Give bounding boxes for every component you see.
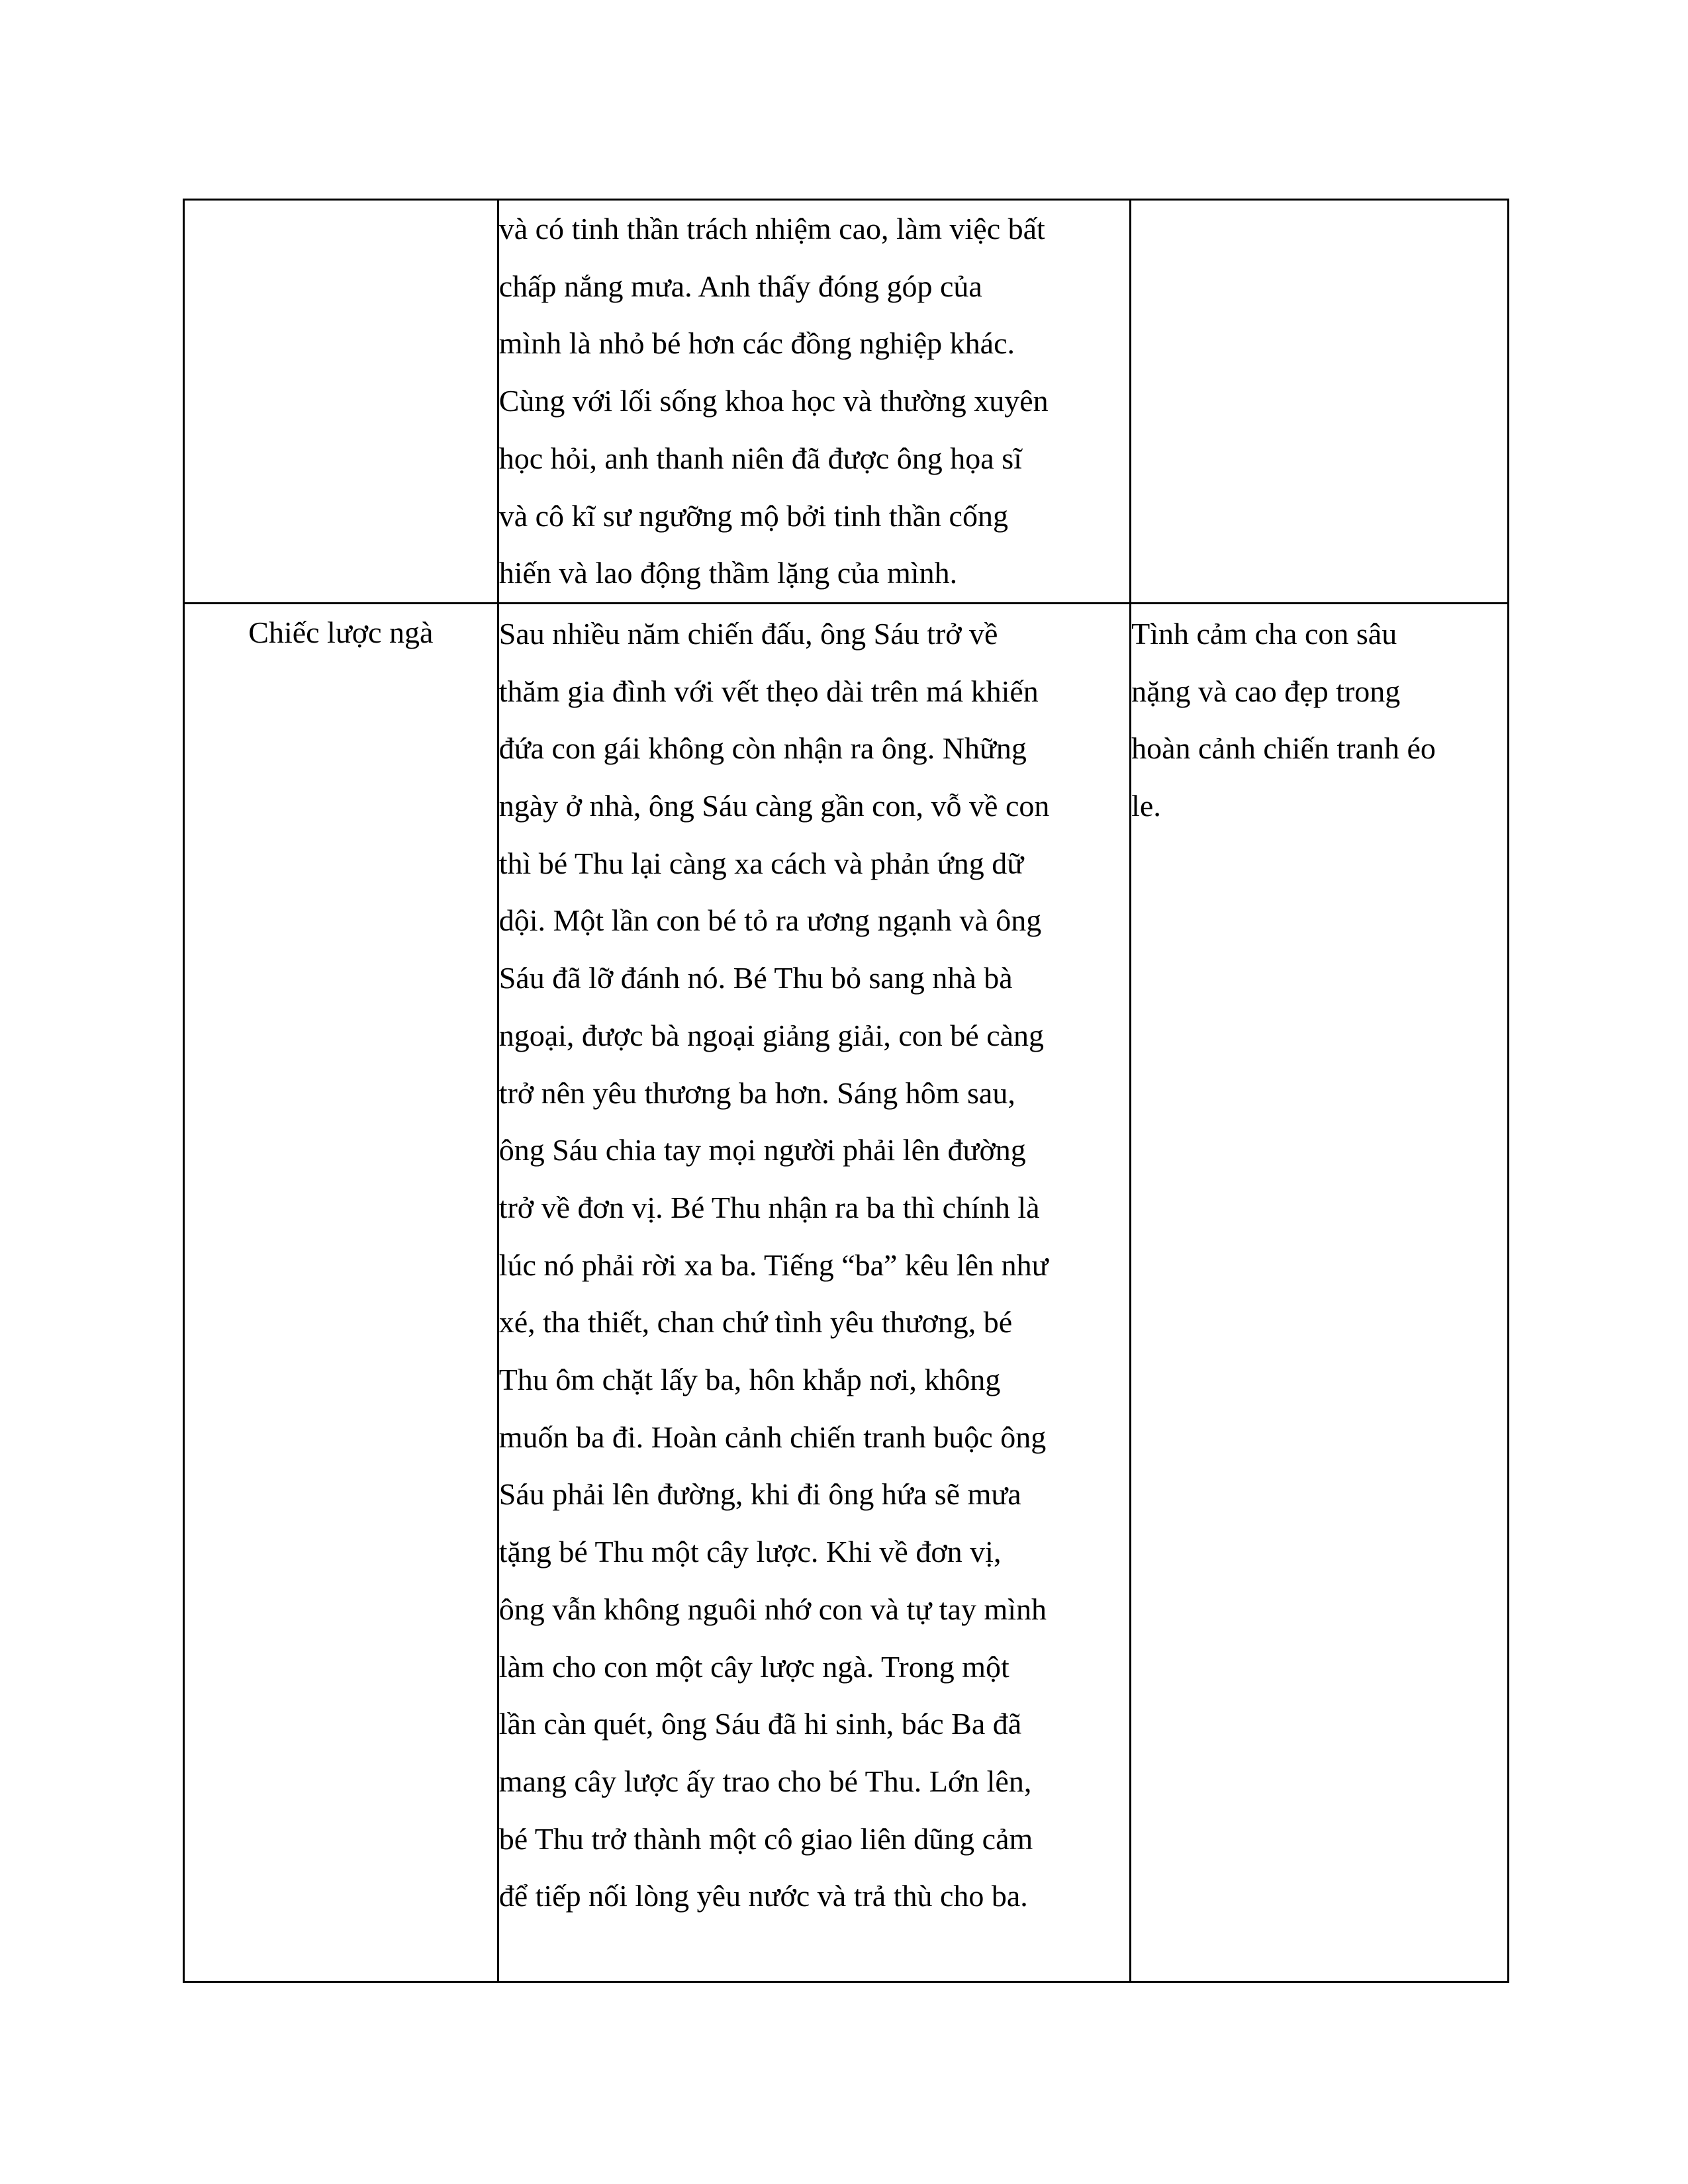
content-line: Thu ôm chặt lấy ba, hôn khắp nơi, không (498, 1363, 1001, 1397)
content-line: lúc nó phải rời xa ba. Tiếng “ba” kêu lên như (498, 1248, 1049, 1282)
work-title-cell (184, 200, 498, 604)
content-line: chấp nắng mưa. Anh thấy đóng góp của (498, 269, 982, 303)
theme-line: hoàn cảnh chiến tranh éo (1131, 731, 1436, 766)
content-line: và có tinh thần trách nhiệm cao, làm việc bất (498, 212, 1045, 246)
content-line: ngoại, được bà ngoại giảng giải, con bé càng (498, 1018, 1045, 1052)
content-line: thăm gia đình với vết thẹo dài trên má khiến (498, 674, 1039, 708)
content-line: xé, tha thiết, chan chứ tình yêu thương, bé (498, 1305, 1013, 1340)
content-line: Cùng với lối sống khoa học và thường xuyên (498, 384, 1049, 418)
work-title: Chiếc lược ngà (248, 615, 434, 649)
content-line: ngày ở nhà, ông Sáu càng gần con, vỗ về con (498, 789, 1050, 823)
content-line: Sau nhiều năm chiến đấu, ông Sáu trở về (498, 616, 998, 651)
content-line: Sáu phải lên đường, khi đi ông hứa sẽ mưa (498, 1477, 1021, 1512)
content-cell (498, 200, 1130, 604)
theme-cell (1131, 603, 1509, 1981)
table-row (184, 603, 1509, 1981)
content-line: trở về đơn vị. Bé Thu nhận ra ba thì chính là (498, 1190, 1040, 1224)
theme-line: nặng và cao đẹp trong (1131, 674, 1401, 708)
content-line: tặng bé Thu một cây lược. Khi về đơn vị, (498, 1535, 1002, 1569)
content-line: trở nên yêu thương ba hơn. Sáng hôm sau, (498, 1075, 1015, 1110)
content-line: và cô kĩ sư ngưỡng mộ bởi tinh thần cống (498, 498, 1008, 533)
content-line: để tiếp nối lòng yêu nước và trả thù cho ba. (498, 1879, 1028, 1913)
work-title-cell (184, 603, 498, 1981)
content-line: dội. Một lần con bé tỏ ra ương ngạnh và ông (498, 903, 1042, 938)
content-line: làm cho con một cây lược ngà. Trong một (498, 1649, 1009, 1684)
content-line: lần càn quét, ông Sáu đã hi sinh, bác Ba đã (498, 1707, 1022, 1741)
document-table (183, 199, 1509, 1983)
content-line: mang cây lược ấy trao cho bé Thu. Lớn lên, (498, 1764, 1032, 1798)
content-cell (498, 603, 1130, 1981)
content-line: mình là nhỏ bé hơn các đồng nghiệp khác. (498, 326, 1015, 361)
content-line: đứa con gái không còn nhận ra ông. Những (498, 731, 1027, 766)
content-line: thì bé Thu lại càng xa cách và phản ứng dữ (498, 846, 1024, 880)
theme-line: Tình cảm cha con sâu (1131, 616, 1397, 651)
content-line: Sáu đã lỡ đánh nó. Bé Thu bỏ sang nhà bà (498, 961, 1013, 995)
content-line: hiến và lao động thầm lặng của mình. (498, 556, 958, 590)
theme-cell (1131, 200, 1509, 604)
content-line: ông vẫn không nguôi nhớ con và tự tay mình (498, 1592, 1047, 1626)
theme-line: le. (1131, 789, 1161, 823)
content-line: học hỏi, anh thanh niên đã được ông họa sĩ (498, 441, 1022, 475)
content-line: ông Sáu chia tay mọi người phải lên đường (498, 1133, 1026, 1167)
table-row (184, 200, 1509, 604)
content-line: muốn ba đi. Hoàn cảnh chiến tranh buộc ông (498, 1420, 1047, 1454)
content-line: bé Thu trở thành một cô giao liên dũng cảm (498, 1821, 1033, 1856)
